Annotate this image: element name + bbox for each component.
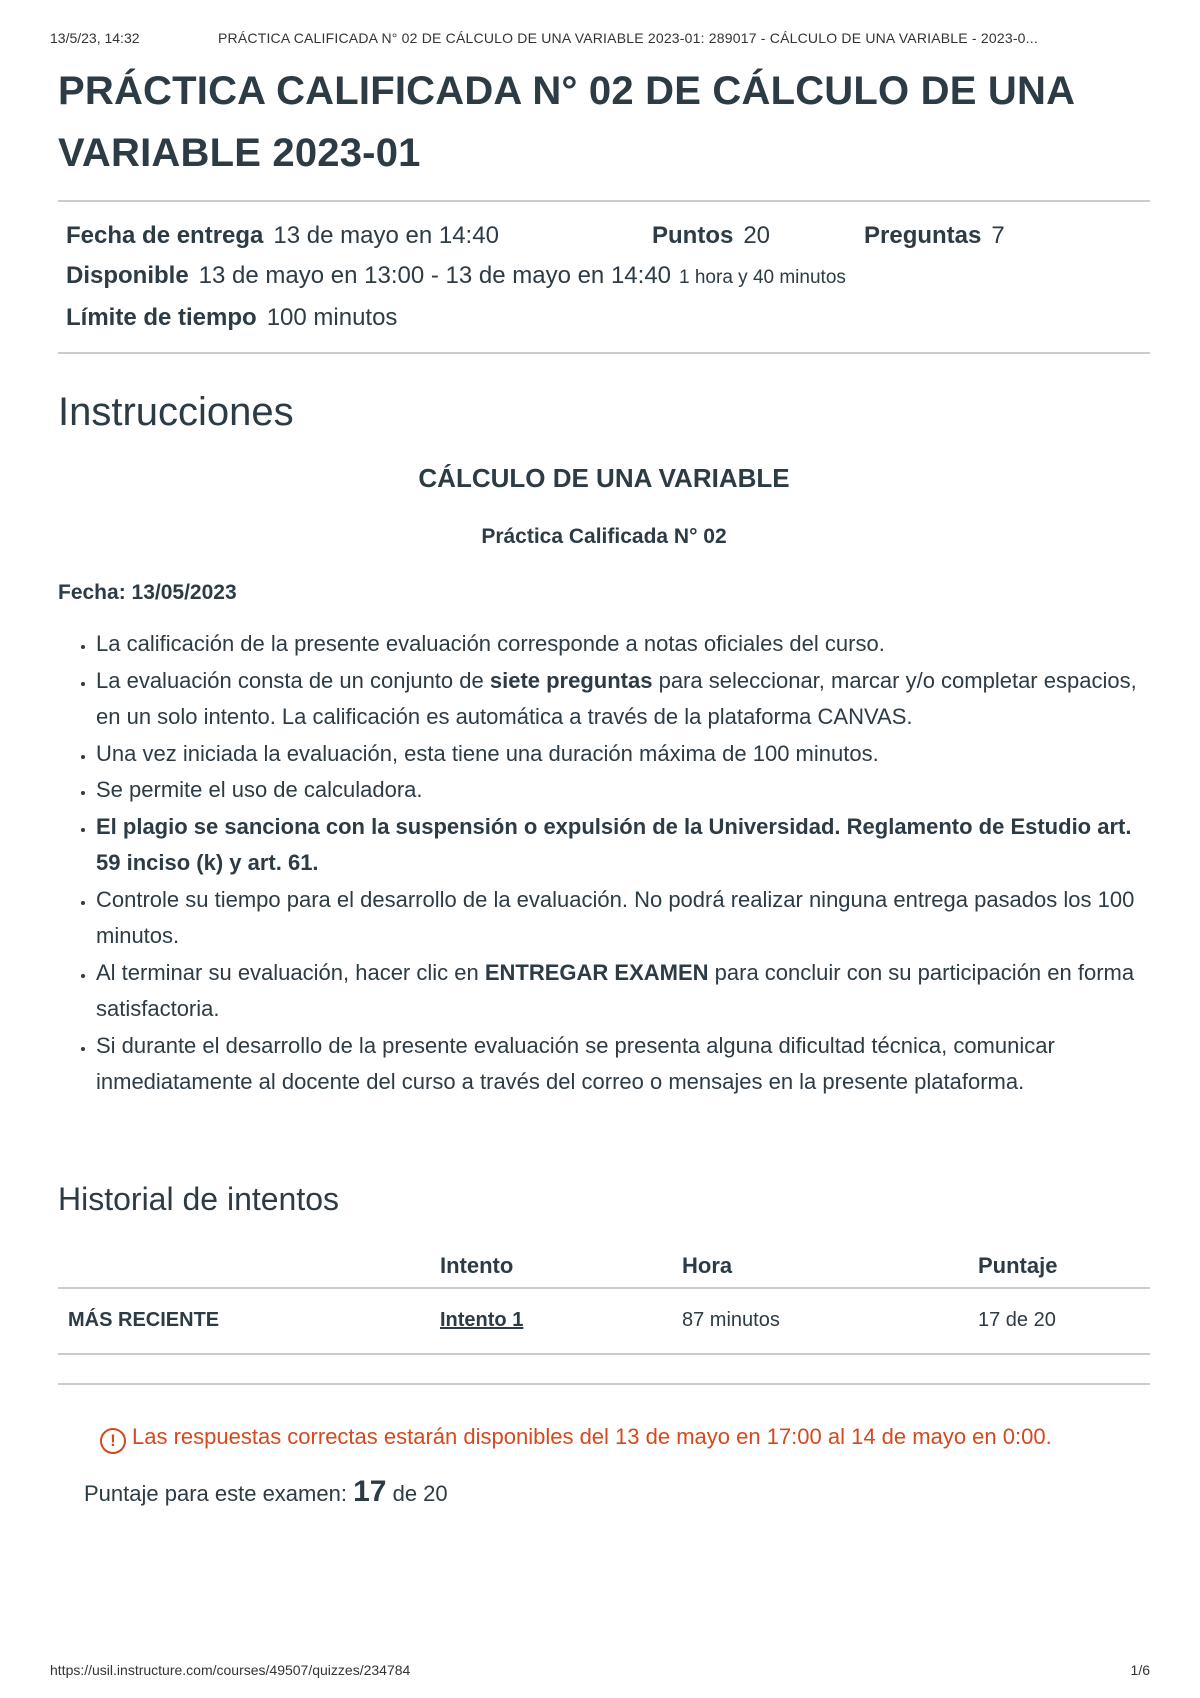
- score-suffix: de 20: [392, 1480, 448, 1506]
- points: [652, 216, 864, 256]
- points-label: Puntos: [652, 222, 734, 249]
- attempt-link[interactable]: Intento 1: [440, 1309, 524, 1331]
- list-item-text: Al terminar su evaluación, hacer clic en: [96, 959, 485, 985]
- print-date: 13/5/23, 14:32: [50, 30, 140, 46]
- score-value: 17: [353, 1474, 387, 1508]
- instructions-list: [58, 626, 1150, 1101]
- list-item: • Controle su tiempo para el desarrollo de la evaluación. No podrá realizar ninguna entrega pasados los 100 minutos.: [96, 882, 1150, 955]
- quiz-content: [58, 60, 1150, 1509]
- points-value: 20: [743, 222, 771, 249]
- attempt-label: MÁS RECIENTE: [58, 1288, 430, 1354]
- available-value: 13 de mayo en 13:00 - 13 de mayo en 14:40: [198, 262, 672, 289]
- time-limit-label: Límite de tiempo: [66, 304, 257, 331]
- column-header: [58, 1239, 430, 1288]
- course-heading: CÁLCULO DE UNA VARIABLE: [418, 463, 790, 493]
- list-item-text: para seleccionar, marcar y/o completar espacios, en un solo intento. La calificación es automática a través de la plataforma CANVAS.: [96, 667, 1137, 729]
- print-page-number: 1/6: [1130, 1662, 1150, 1678]
- print-title: PRÁCTICA CALIFICADA N° 02 DE CÁLCULO DE UNA VARIABLE 2023-01: 289017 - CÁLCULO DE UNA VARIABLE - 2023-0...: [218, 30, 1038, 46]
- table-header-row: [58, 1239, 1150, 1288]
- attempt-cell: [430, 1288, 672, 1354]
- score-label: Puntaje para este examen:: [84, 1480, 347, 1506]
- instructions-date: Fecha: 13/05/2023: [58, 581, 237, 604]
- attempt-score: 17 de 20: [968, 1288, 1150, 1354]
- attempt-time: 87 minutos: [672, 1288, 968, 1354]
- list-item: [96, 663, 1150, 736]
- answers-notice: [100, 1419, 1080, 1455]
- list-item-bold: ENTREGAR EXAMEN: [484, 959, 709, 985]
- questions-label: Preguntas: [864, 222, 982, 249]
- list-item: • Se permite el uso de calculadora.: [96, 772, 1150, 809]
- column-header: Hora: [672, 1239, 968, 1288]
- details-row-3: [66, 298, 1142, 338]
- print-url: https://usil.instructure.com/courses/49507/quizzes/234784: [50, 1662, 411, 1678]
- list-item: • La calificación de la presente evaluación corresponde a notas oficiales del curso.: [96, 626, 1150, 663]
- history-heading: Historial de intentos: [58, 1180, 340, 1217]
- divider: [58, 1383, 1150, 1385]
- questions-value: 7: [991, 222, 1005, 249]
- details-row-2: [66, 256, 1142, 298]
- due-label: Fecha de entrega: [66, 222, 264, 249]
- list-item-text: La evaluación consta de un conjunto de: [96, 667, 490, 693]
- instructions-heading: Instrucciones: [58, 390, 294, 434]
- list-item-text: para concluir con su participación en forma satisfactoria.: [96, 959, 1135, 1021]
- due-date: [66, 216, 652, 256]
- available-duration: 1 hora y 40 minutos: [679, 267, 846, 288]
- details-row-1: [66, 216, 1142, 256]
- practice-heading: Práctica Calificada N° 02: [481, 525, 727, 548]
- attempts-table: [58, 1239, 1150, 1355]
- print-footer: [50, 1662, 1150, 1678]
- column-header: Puntaje: [968, 1239, 1150, 1288]
- exam-score: [84, 1475, 1150, 1509]
- notice-text: Las respuestas correctas estarán disponibles del 13 de mayo en 17:00 al 14 de mayo en 0:00.: [132, 1423, 1052, 1449]
- list-item: • Una vez iniciada la evaluación, esta tiene una duración máxima de 100 minutos.: [96, 736, 1150, 773]
- list-item: • El plagio se sanciona con la suspensión o expulsión de la Universidad. Reglamento de Estudio art. 59 inciso (k) y art. 61.: [96, 809, 1150, 882]
- list-item: • Si durante el desarrollo de la presente evaluación se presenta alguna dificultad técnica, comunicar inmediatamente al docente del curso a través del correo o mensajes en la presente plataforma.: [96, 1028, 1150, 1101]
- quiz-title: PRÁCTICA CALIFICADA N° 02 DE CÁLCULO DE UNA VARIABLE 2023-01: [58, 69, 1074, 175]
- due-value: 13 de mayo en 14:40: [273, 222, 499, 249]
- time-limit-value: 100 minutos: [266, 304, 398, 331]
- available-label: Disponible: [66, 262, 189, 289]
- print-header: [50, 30, 1150, 46]
- quiz-details: [58, 202, 1150, 352]
- list-item: [96, 955, 1150, 1028]
- divider: [58, 352, 1150, 354]
- warning-icon: !: [100, 1428, 126, 1454]
- list-item-bold: siete preguntas: [489, 667, 653, 693]
- table-row: [58, 1288, 1150, 1354]
- column-header: Intento: [430, 1239, 672, 1288]
- questions: [864, 216, 1005, 256]
